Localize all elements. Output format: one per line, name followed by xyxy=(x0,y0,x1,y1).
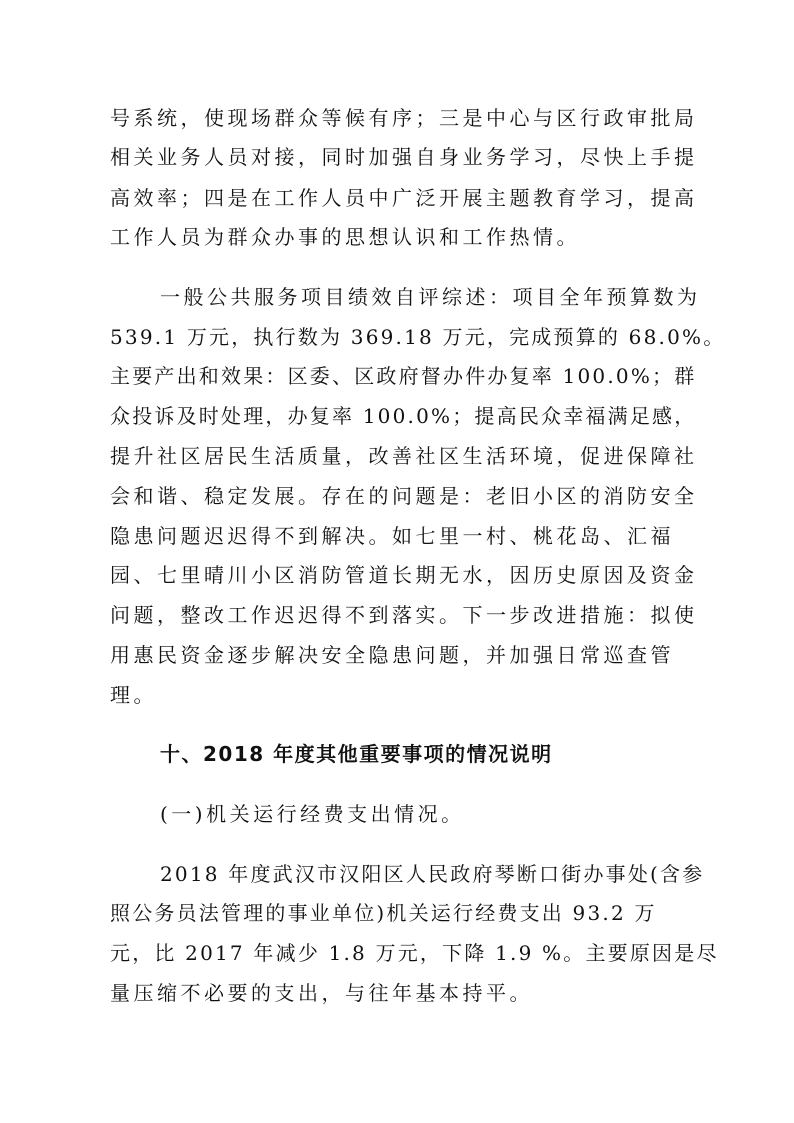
paragraph-line: 工作人员为群众办事的思想认识和工作热情。 xyxy=(110,225,580,249)
paragraph-line: 问题，整改工作迟迟得不到落实。下一步改进措施：拟使 xyxy=(110,603,698,627)
paragraph-line: 2018 年度武汉市汉阳区人民政府琴断口街办事处(含参 xyxy=(160,862,705,886)
paragraph-line: 理。 xyxy=(110,683,157,707)
paragraph-line: 照公务员法管理的事业单位)机关运行经费支出 93.2 万 xyxy=(110,901,657,925)
paragraph-line: 元，比 2017 年减少 1.8 万元，下降 1.9 %。主要原因是尽 xyxy=(110,941,719,965)
paragraph-line: 主要产出和效果：区委、区政府督办件办复率 100.0%；群 xyxy=(110,364,697,388)
section-heading: 十、2018 年度其他重要事项的情况说明 xyxy=(160,742,553,766)
paragraph-line: 量压缩不必要的支出，与往年基本持平。 xyxy=(110,981,533,1005)
paragraph-line: 用惠民资金逐步解决安全隐患问题，并加强日常巡查管 xyxy=(110,643,674,667)
paragraph-line: 一般公共服务项目绩效自评综述：项目全年预算数为 xyxy=(160,285,701,309)
paragraph-line: 高效率；四是在工作人员中广泛开展主题教育学习，提高 xyxy=(110,186,698,210)
paragraph-line: 号系统，使现场群众等候有序；三是中心与区行政审批局 xyxy=(110,106,698,130)
subheading: (一)机关运行经费支出情况。 xyxy=(160,802,465,826)
paragraph-line: 隐患问题迟迟得不到解决。如七里一村、桃花岛、汇福 xyxy=(110,524,674,548)
paragraph-line: 相关业务人员对接，同时加强自身业务学习，尽快上手提 xyxy=(110,145,698,169)
paragraph-line: 539.1 万元，执行数为 369.18 万元，完成预算的 68.0%。 xyxy=(110,325,726,349)
paragraph-line: 园、七里晴川小区消防管道长期无水，因历史原因及资金 xyxy=(110,563,698,587)
paragraph-line: 提升社区居民生活质量，改善社区生活环境，促进保障社 xyxy=(110,444,698,468)
paragraph-line: 会和谐、稳定发展。存在的问题是：老旧小区的消防安全 xyxy=(110,484,698,508)
paragraph-line: 众投诉及时处理，办复率 100.0%；提高民众幸福满足感， xyxy=(110,404,697,428)
